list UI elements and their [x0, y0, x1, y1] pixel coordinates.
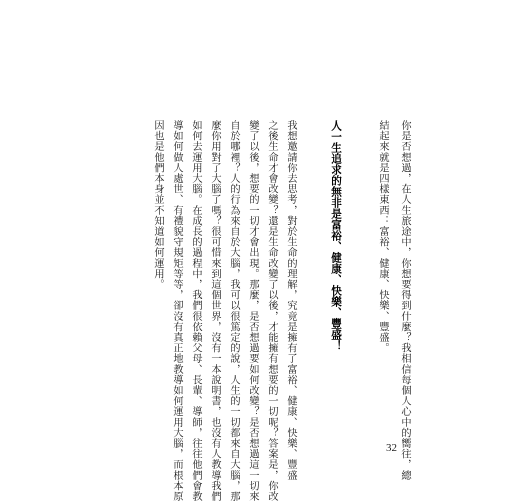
body-line-8: 因也是他們本身並不知道如何運用。 — [152, 120, 163, 290]
intro-line-2: 結起來就是四樣東西：富裕、健康、快樂、豐盛。 — [377, 120, 388, 354]
page-number: 32 — [386, 442, 397, 454]
body-line-1: 我想邀請你去思考，對於生命的理解，究竟是擁有了富裕、健康、快樂、豐盛 — [285, 120, 296, 481]
intro-line-1: 你是否想過，在人生旅途中，你想要得到什麼？我相信每個人心中的嚮往，總 — [399, 120, 410, 481]
body-line-5: 麼你用對了大腦了嗎？很可惜來到這個世界，沒有一本說明書，也沒有人教導我們 — [209, 120, 220, 502]
body-line-3: 變了以後，想要的一切才會出現。那麼，是否想過要如何改變？是否想過這一切來 — [247, 120, 258, 502]
section-heading: 人一生追求的無非是富裕、健康、快樂、豐盛！ — [330, 120, 342, 351]
body-line-2: 之後生命才會改變？還是生命改變了以後，才能擁有想要的一切呢？答案是，你改 — [266, 120, 277, 502]
body-line-7: 導如何做人處世、有禮貌守規矩等等，卻沒有真正地教導如何運用大腦，而根本原 — [171, 120, 182, 502]
body-line-4: 自於哪裡？人的行為來自於大腦，我可以很篤定的說，人生的一切都來自大腦，那 — [228, 120, 239, 502]
body-line-6: 如何去運用大腦。在成長的過程中，我們很依賴父母、長輩、導師，往往他們會教 — [190, 120, 201, 502]
